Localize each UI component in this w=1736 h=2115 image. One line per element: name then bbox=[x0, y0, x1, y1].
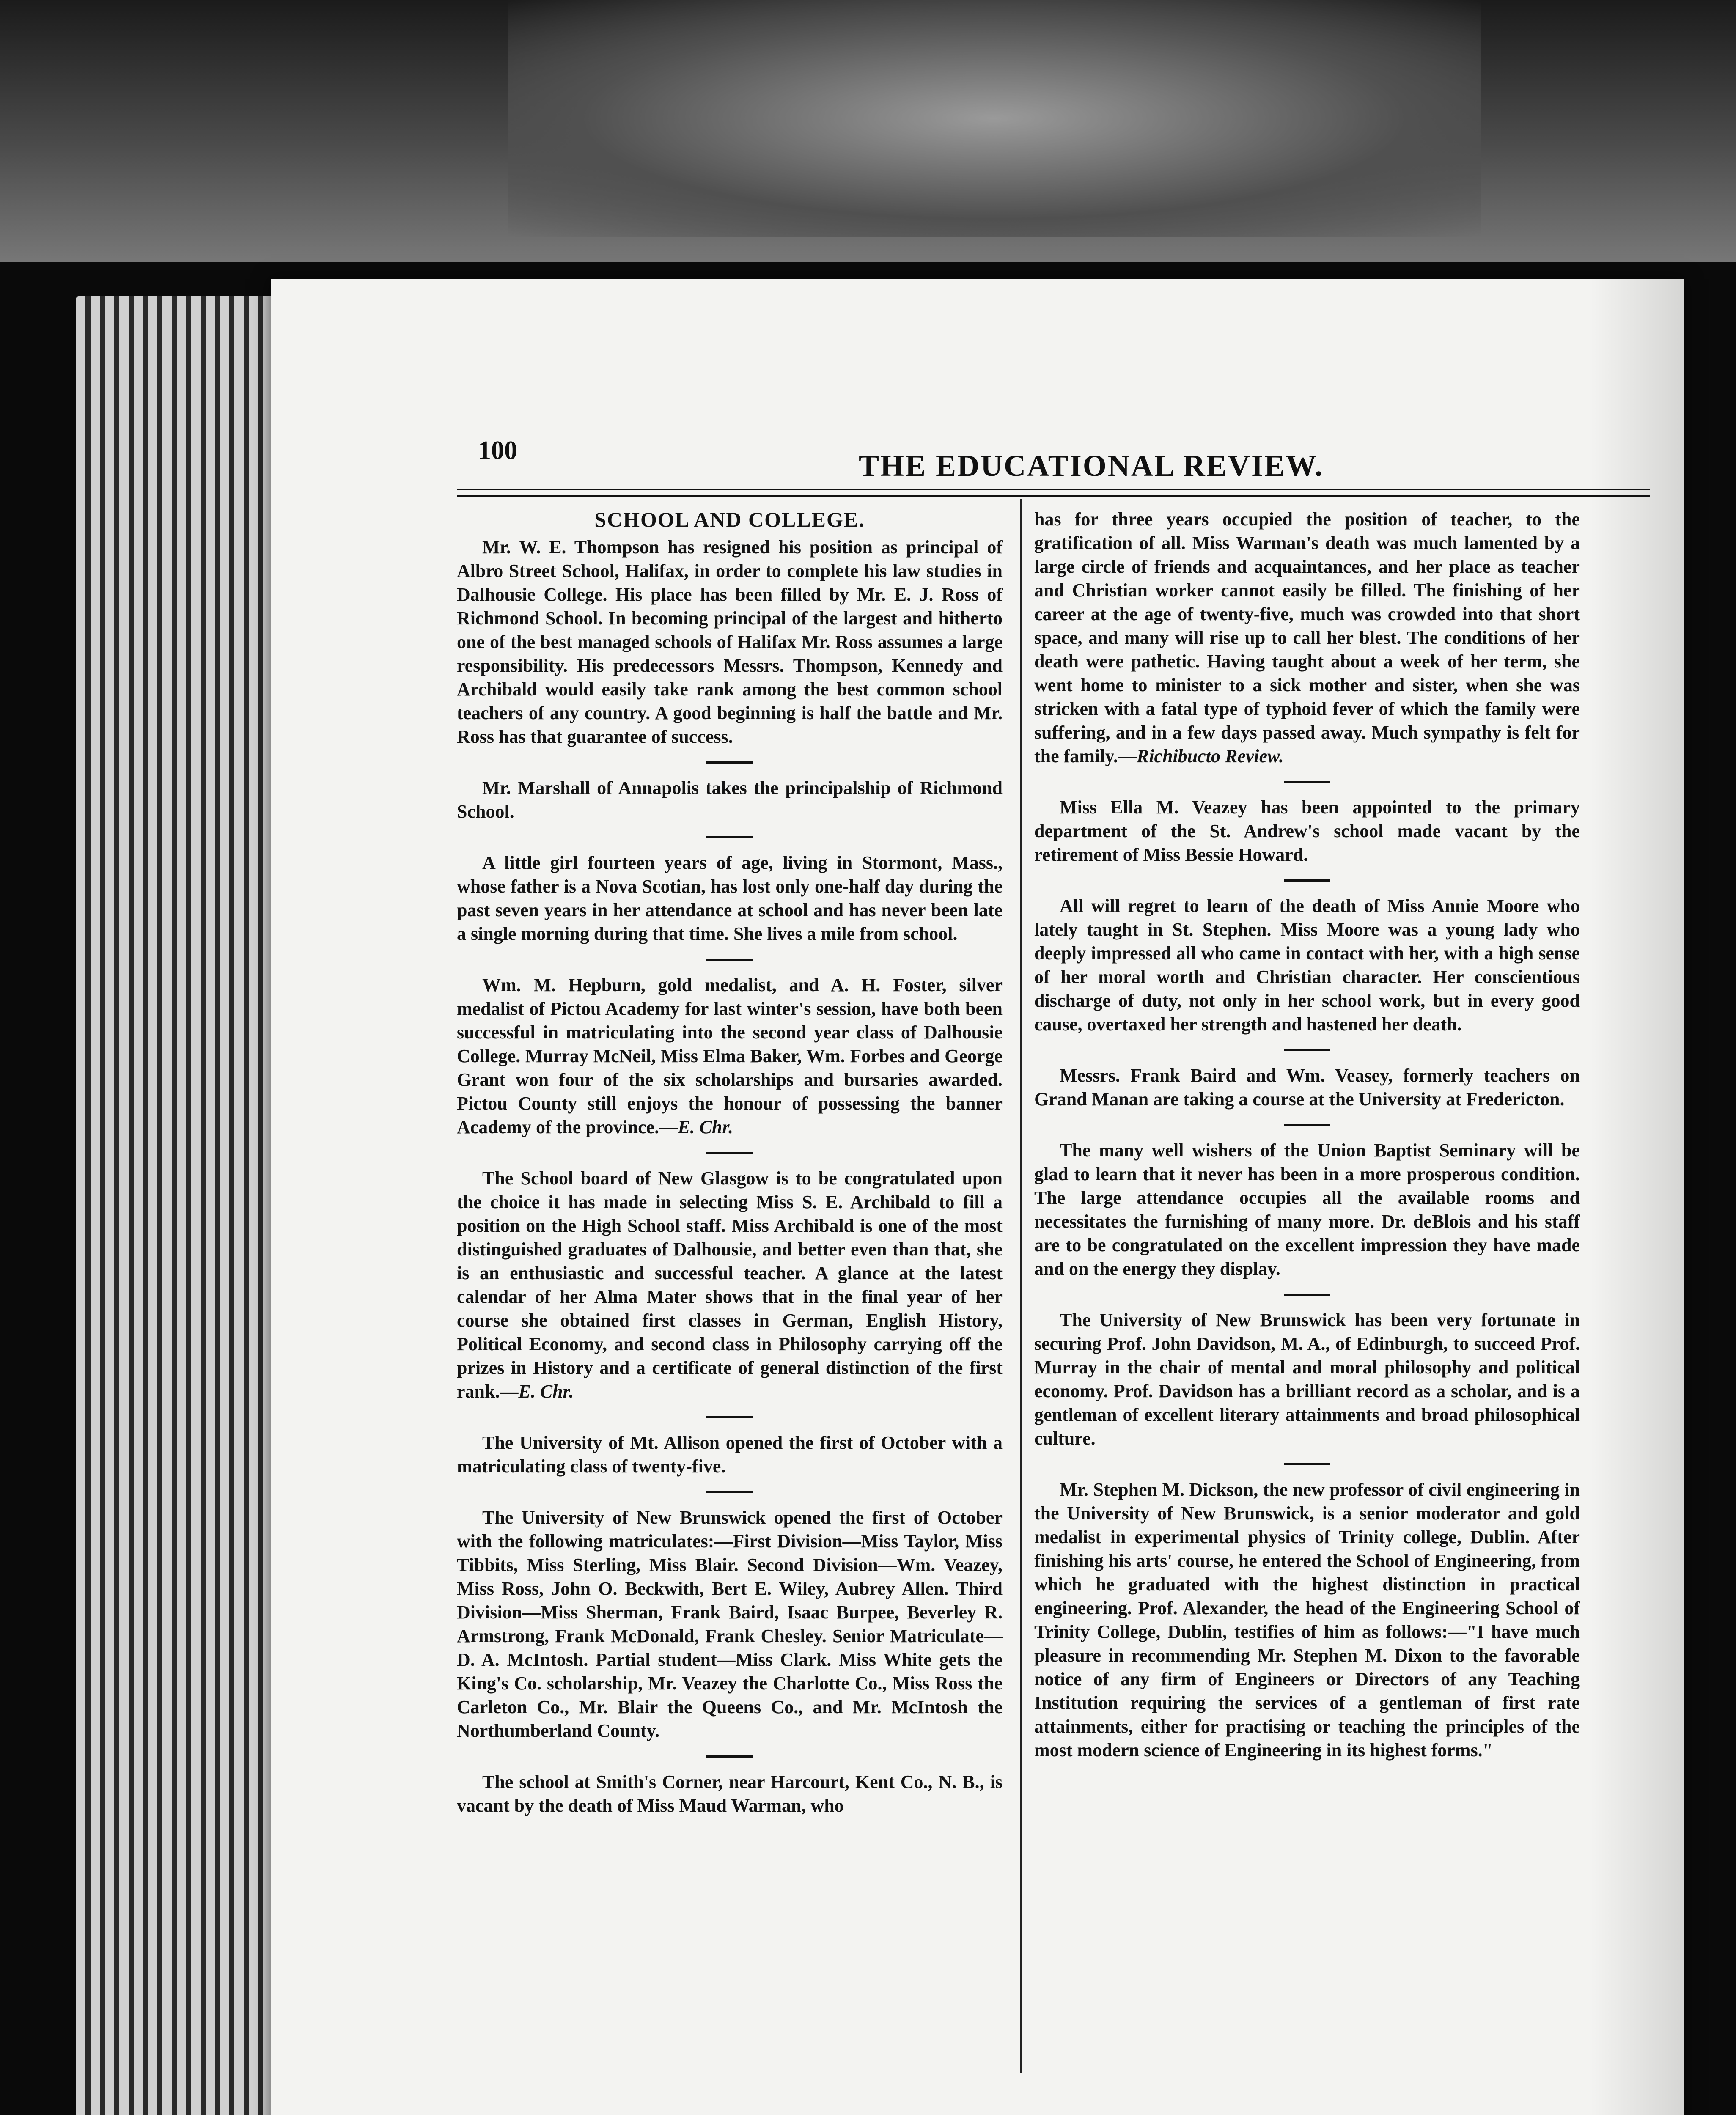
news-item bbox=[1034, 1139, 1580, 1281]
document-page bbox=[271, 279, 1684, 2115]
news-item bbox=[457, 1167, 1003, 1404]
news-item bbox=[1034, 1064, 1580, 1111]
item-separator bbox=[706, 1491, 753, 1493]
news-item bbox=[457, 776, 1003, 824]
item-separator bbox=[706, 1416, 753, 1418]
news-item bbox=[457, 1506, 1003, 1743]
item-separator bbox=[1284, 1294, 1330, 1296]
book-page-edges bbox=[76, 296, 275, 2115]
news-item bbox=[1034, 1478, 1580, 1762]
news-item bbox=[457, 1770, 1003, 1818]
item-text: Mr. Marshall of Annapolis takes the principalship of Richmond School. bbox=[457, 777, 1003, 822]
item-text: Miss Ella M. Veazey has been appointed to the primary department of the St. Andrew's school made vacant by the retirement of Miss Bessie Howard. bbox=[1034, 797, 1580, 865]
item-text: The University of Mt. Allison opened the first of October with a matriculating class of twenty-five. bbox=[457, 1432, 1003, 1477]
item-source: Richibucto Review. bbox=[1136, 746, 1284, 766]
item-separator bbox=[706, 1152, 753, 1154]
news-item bbox=[457, 536, 1003, 749]
item-text: The University of New Brunswick opened the first of October with the following matriculates:—First Division—Miss Taylor, Miss Tibbits, Miss Sterling, Miss Blair. Second Division—Wm. Veazey, Miss Ross, John O. Beckwith, Bert E. Wiley, Aubrey Allen. Third Division—Miss Sherman, Frank Baird, Isaac Burpee, Beverley R. Armstrong, Frank McDonald, Frank Chesley. Senior Matriculate—D. A. McIntosh. Partial student—Miss Clark. Miss White gets the King's Co. scholarship, Mr. Veazey the Charlotte Co., Miss Ross the Carleton Co., Mr. Blair the Queens Co., and Mr. McIntosh the Northumberland County. bbox=[457, 1507, 1003, 1741]
scan-light-spot bbox=[508, 0, 1481, 237]
news-item bbox=[457, 973, 1003, 1139]
item-separator bbox=[1284, 1049, 1330, 1051]
news-item bbox=[1034, 1308, 1580, 1450]
item-separator bbox=[706, 836, 753, 838]
news-item bbox=[1034, 508, 1580, 768]
news-item bbox=[457, 851, 1003, 946]
page-number: 100 bbox=[478, 436, 517, 465]
item-text: The University of New Brunswick has been very fortunate in securing Prof. John Davidson, M. A., of Edinburgh, to succeed Prof. Murray in the chair of mental and moral philosophy and political economy. Prof. Davidson has a brilliant record as a scholar, and is a gentleman of excellent literary attainments and broad philosophical culture. bbox=[1034, 1310, 1580, 1449]
item-text: Mr. W. E. Thompson has resigned his position as principal of Albro Street School, Halifax, in order to complete his law studies in Dalhousie College. His place has been filled by Mr. E. J. Ross of Richmond School. In becoming principal of the largest and hitherto one of the best managed schools of Halifax Mr. Ross assumes a large responsibility. His predecessors Messrs. Thompson, Kennedy and Archibald would easily take rank among the best common school teachers of any country. A good beginning is half the battle and Mr. Ross has that guarantee of success. bbox=[457, 537, 1003, 747]
left-column bbox=[457, 508, 1003, 1818]
item-text: A little girl fourteen years of age, living in Stormont, Mass., whose father is a Nova Scotian, has lost only one-half day during the past seven years in her attendance at school and has never been late a single morning during that time. She lives a mile from school. bbox=[457, 852, 1003, 944]
item-text: The School board of New Glasgow is to be congratulated upon the choice it has made in selecting Miss S. E. Archibald to fill a position on the High School staff. Miss Archibald is one of the most distinguished graduates of Dalhousie, and better even than that, she is an enthusiastic and successful teacher. A glance at the latest calendar of her Alma Mater shows that in the final year of her course she obtained first classes in German, English History, Political Economy, and second class in Philosophy carrying off the prizes in History and a certificate of general distinction of the first rank.— bbox=[457, 1168, 1003, 1402]
item-separator bbox=[1284, 1124, 1330, 1126]
item-source: E. Chr. bbox=[678, 1117, 733, 1137]
item-text: has for three years occupied the position of teacher, to the gratification of all. Miss Warman's death was much lamented by a large circle of friends and acquaintances, and her place as teacher and Christian worker cannot easily be filled. The finishing of her career at the age of twenty-five, much was crowded into that short space, and many will rise up to call her blest. The conditions of her death were pathetic. Having taught about a week of her term, she went home to minister to a sick mother and sister, when she was stricken with a fatal type of typhoid fever of which the family were suffering, and in a few days passed away. Much sympathy is felt for the family.— bbox=[1034, 509, 1580, 766]
column-divider bbox=[1020, 499, 1022, 2073]
news-item bbox=[1034, 894, 1580, 1036]
header-rule bbox=[457, 489, 1650, 497]
item-separator bbox=[706, 959, 753, 961]
item-separator bbox=[1284, 879, 1330, 882]
item-text: The school at Smith's Corner, near Harcourt, Kent Co., N. B., is vacant by the death of Miss Maud Warman, who bbox=[457, 1772, 1003, 1816]
item-text: Wm. M. Hepburn, gold medalist, and A. H. Foster, silver medalist of Pictou Academy for last winter's session, have both been successful in matriculating into the second year class of Dalhousie College. Murray McNeil, Miss Elma Baker, Wm. Forbes and George Grant won four of the six scholarships and bursaries awarded. Pictou County still enjoys the honour of possessing the banner Academy of the province.— bbox=[457, 975, 1003, 1137]
item-source: E. Chr. bbox=[518, 1381, 574, 1402]
item-separator bbox=[706, 1755, 753, 1758]
item-text: Messrs. Frank Baird and Wm. Veasey, formerly teachers on Grand Manan are taking a course at the University at Fredericton. bbox=[1034, 1065, 1580, 1110]
item-text: All will regret to learn of the death of Miss Annie Moore who lately taught in St. Stephen. Miss Moore was a young lady who deeply impressed all who came in contact with her, with a high sense of her moral worth and Christian character. Her conscientious discharge of duty, not only in her school work, but in every good cause, overtaxed her strength and hastened her death. bbox=[1034, 895, 1580, 1035]
news-item bbox=[457, 1431, 1003, 1478]
section-title: SCHOOL AND COLLEGE. bbox=[594, 508, 865, 531]
item-separator bbox=[706, 761, 753, 764]
right-column bbox=[1034, 508, 1580, 1762]
news-item bbox=[1034, 796, 1580, 867]
item-separator bbox=[1284, 1463, 1330, 1465]
item-text: Mr. Stephen M. Dickson, the new professor of civil engineering in the University of New Brunswick, is a senior moderator and gold medalist in experimental physics of Trinity college, Dublin. After finishing his arts' course, he entered the School of Engineering, from which he graduated with the highest distinction in practical engineering. Prof. Alexander, the head of the Engineering School of Trinity College, Dublin, testifies of him as follows:—"I have much pleasure in recommending Mr. Stephen M. Dixon to the favorable notice of any firm of Engineers or Directors of any Teaching Institution requiring the services of a gentleman of first rate attainments, either for practising or teaching the principles of the most modern science of Engineering in its highest forms." bbox=[1034, 1479, 1580, 1761]
page-shading bbox=[1590, 279, 1684, 2115]
item-text: The many well wishers of the Union Baptist Seminary will be glad to learn that it never has been in a more prosperous condition. The large attendance occupies all the available rooms and necessitates the furnishing of many more. Dr. deBlois and his staff are to be congratulated on the excellent impression they have made and on the energy they display. bbox=[1034, 1140, 1580, 1279]
running-title: THE EDUCATIONAL REVIEW. bbox=[859, 449, 1324, 483]
item-separator bbox=[1284, 781, 1330, 783]
